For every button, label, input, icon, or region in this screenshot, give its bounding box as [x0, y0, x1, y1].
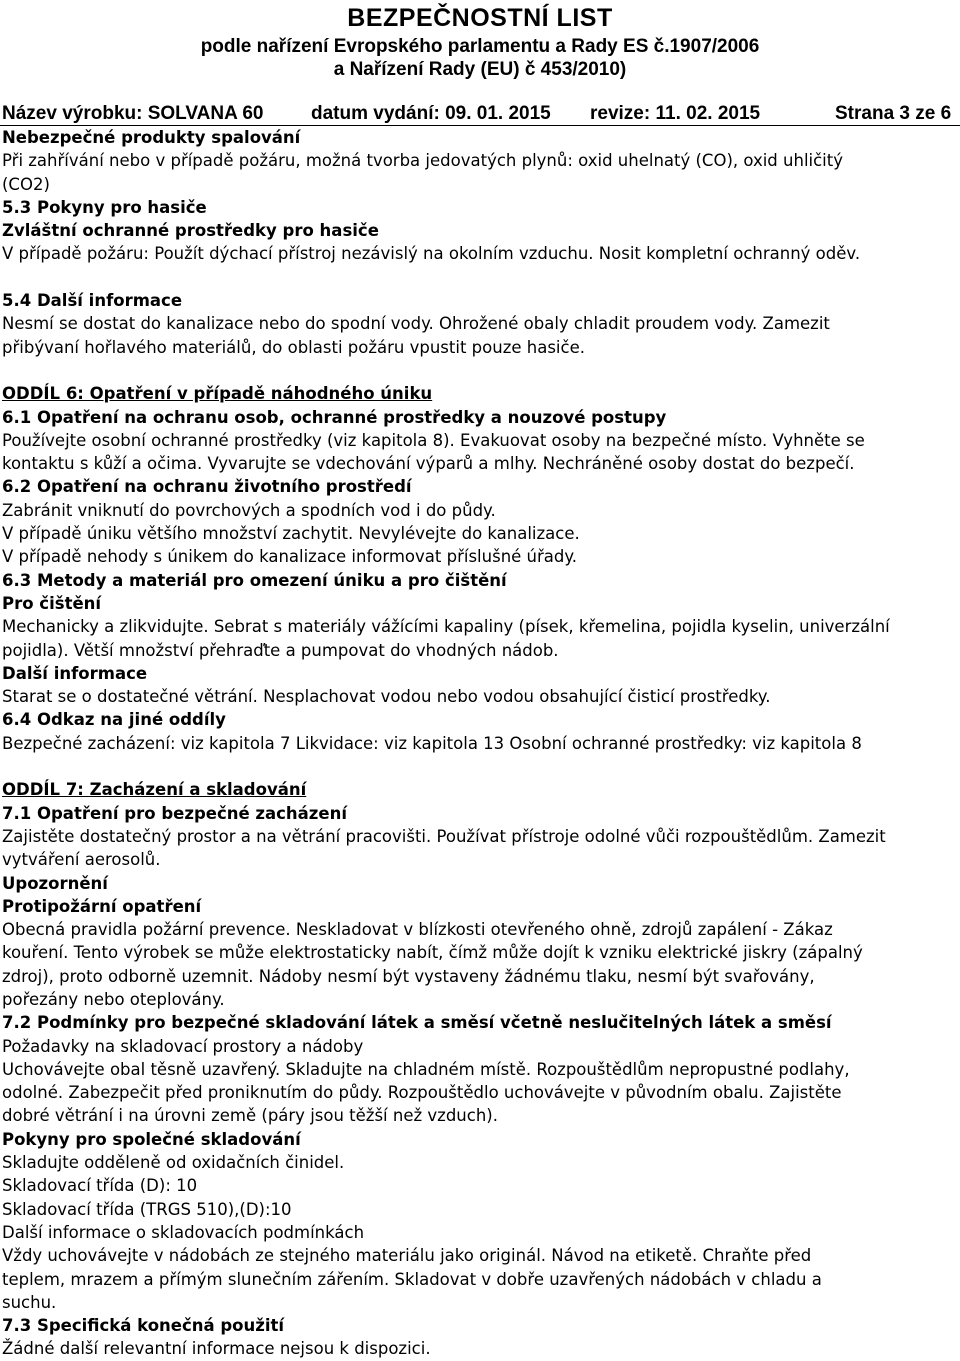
- product-name: Název výrobku: SOLVANA 60: [2, 103, 264, 124]
- body-text-line: Skladovací třída (D): 10: [2, 1176, 198, 1196]
- subsection-heading: Zvláštní ochranné prostředky pro hasiče: [2, 221, 379, 241]
- subsection-heading: Další informace: [2, 663, 148, 683]
- regulation-line-2: a Nařízení Rady (EU) č 453/2010): [333, 59, 627, 80]
- subsection-heading: 6.3 Metody a materiál pro omezení úniku a pro čištění: [2, 570, 507, 590]
- body-text-line: Obecná pravidla požární prevence. Neskladovat v blízkosti otevřeného ohně, zdrojů zapálení - Zákaz: [2, 920, 833, 940]
- subsection-heading: 6.2 Opatření na ochranu životního prostředí: [2, 477, 412, 497]
- body-text-line: Vždy uchovávejte v nádobách ze stejného materiálu jako originál. Návod na etiketě. Chraňte před: [2, 1246, 812, 1266]
- body-text-line: pojidla). Větší množství přehraďte a pumpovat do vhodných nádob.: [2, 640, 559, 660]
- page-number: Strana 3 ze 6: [835, 103, 952, 124]
- body-text-line: Při zahřívání nebo v případě požáru, možná tvorba jedovatých plynů: oxid uhelnatý (CO), oxid uhličitý: [2, 151, 844, 171]
- body-text-line: Požadavky na skladovací prostory a nádoby: [2, 1036, 364, 1056]
- subsection-heading: Protipožární opatření: [2, 896, 202, 916]
- body-text-line: vytváření aerosolů.: [2, 850, 161, 870]
- subsection-heading: Pokyny pro společné skladování: [2, 1129, 301, 1149]
- subsection-heading: 5.4 Další informace: [2, 291, 183, 311]
- body-text-line: přibývaní hořlavého materiálů, do oblasti požáru vpustit pouze hasiče.: [2, 337, 585, 357]
- body-text-line: Starat se o dostatečné větrání. Nesplachovat vodou nebo vodou obsahující čisticí prostředky.: [2, 687, 771, 707]
- subsection-heading: 6.4 Odkaz na jiné oddíly: [2, 710, 226, 730]
- body-text-line: Nesmí se dostat do kanalizace nebo do spodní vody. Ohrožené obaly chladit proudem vody. Zamezit: [2, 314, 830, 334]
- subsection-heading: 7.1 Opatření pro bezpečné zacházení: [2, 803, 348, 823]
- section-heading: ODDÍL 7: Zacházení a skladování: [2, 780, 307, 800]
- body-text-line: Bezpečné zacházení: viz kapitola 7 Likvidace: viz kapitola 13 Osobní ochranné prostředky: viz kapitola 8: [2, 733, 862, 753]
- body-text-line: kontaktu s kůží a očima. Vyvarujte se vdechování výparů a mlhy. Nechráněné osoby dostat do bezpečí.: [2, 454, 855, 474]
- body-text-line: odolné. Zabezpečit před proniknutím do půdy. Rozpouštědlo uchovávejte v původním obalu. Zajistěte: [2, 1083, 842, 1103]
- body-text-line: suchu.: [2, 1292, 57, 1312]
- section-heading: ODDÍL 6: Opatření v případě náhodného úniku: [2, 384, 433, 404]
- subsection-heading: 6.1 Opatření na ochranu osob, ochranné prostředky a nouzové postupy: [2, 407, 667, 427]
- subsection-heading: 7.3 Specifická konečná použití: [2, 1316, 285, 1336]
- subsection-heading: 7.2 Podmínky pro bezpečné skladování látek a směsí včetně neslučitelných látek a směsí: [2, 1013, 832, 1033]
- blank-line: [2, 266, 958, 289]
- subsection-heading: Nebezpečné produkty spalování: [2, 128, 301, 147]
- issue-date: datum vydání: 09. 01. 2015: [311, 103, 551, 124]
- body-text-line: (CO2): [2, 174, 50, 194]
- subsection-heading: 5.3 Pokyny pro hasiče: [2, 197, 207, 217]
- body-text-line: Žádné další relevantní informace nejsou k dispozici.: [2, 1339, 431, 1359]
- document-body: [2, 126, 958, 1361]
- regulation-line-1: podle nařízení Evropského parlamentu a Rady ES č.1907/2006: [200, 36, 760, 57]
- body-text-line: V případě požáru: Použít dýchací přístroj nezávislý na okolním vzduchu. Nosit kompletní ochranný oděv.: [2, 244, 861, 264]
- body-text-line: V případě úniku většího množství zachytit. Nevylévejte do kanalizace.: [2, 524, 580, 544]
- body-text-line: Skladovací třída (TRGS 510),(D):10: [2, 1199, 292, 1219]
- body-text-line: pořezány nebo oteplovány.: [2, 989, 225, 1009]
- body-text-line: teplem, mrazem a přímým slunečním zářením. Skladovat v dobře uzavřených nádobách v chladu a: [2, 1269, 822, 1289]
- subsection-heading: Pro čištění: [2, 593, 102, 613]
- body-text-line: Zabránit vniknutí do povrchových a spodních vod i do půdy.: [2, 500, 496, 520]
- revision-date: revize: 11. 02. 2015: [590, 103, 761, 124]
- body-text-line: Používejte osobní ochranné prostředky (viz kapitola 8). Evakuovat osoby na bezpečné místo. Vyhněte se: [2, 430, 865, 450]
- blank-line: [2, 359, 958, 382]
- body-text-line: dobré větrání i na úrovni země (páry jsou těžší než vzduch).: [2, 1106, 498, 1126]
- subsection-heading: Upozornění: [2, 873, 108, 893]
- blank-line: [2, 755, 958, 778]
- body-text-line: Zajistěte dostatečný prostor a na větrání pracovišti. Používat přístroje odolné vůči rozpouštědlům. Zamezit: [2, 826, 886, 846]
- body-text-line: Mechanicky a zlikvidujte. Sebrat s materiály vážícími kapaliny (písek, křemelina, pojidla kyselin, univerzální: [2, 617, 890, 637]
- body-text-line: Další informace o skladovacích podmínkách: [2, 1222, 365, 1242]
- document-title: BEZPEČNOSTNÍ LIST: [347, 4, 613, 32]
- body-text-line: V případě nehody s únikem do kanalizace informovat příslušné úřady.: [2, 547, 578, 567]
- body-text-line: zdroj), proto odborně uzemnit. Nádoby nesmí být vystaveny žádnému tlaku, nesmí být svařovány,: [2, 966, 815, 986]
- body-text-line: Skladujte odděleně od oxidačních činidel.: [2, 1153, 345, 1173]
- body-text-line: kouření. Tento výrobek se může elektrostaticky nabít, čímž může dojít k vzniku elektrické jiskry (zápalný: [2, 943, 863, 963]
- body-text-line: Uchovávejte obal těsně uzavřený. Skladujte na chladném místě. Rozpouštědlům nepropustné podlahy,: [2, 1059, 850, 1079]
